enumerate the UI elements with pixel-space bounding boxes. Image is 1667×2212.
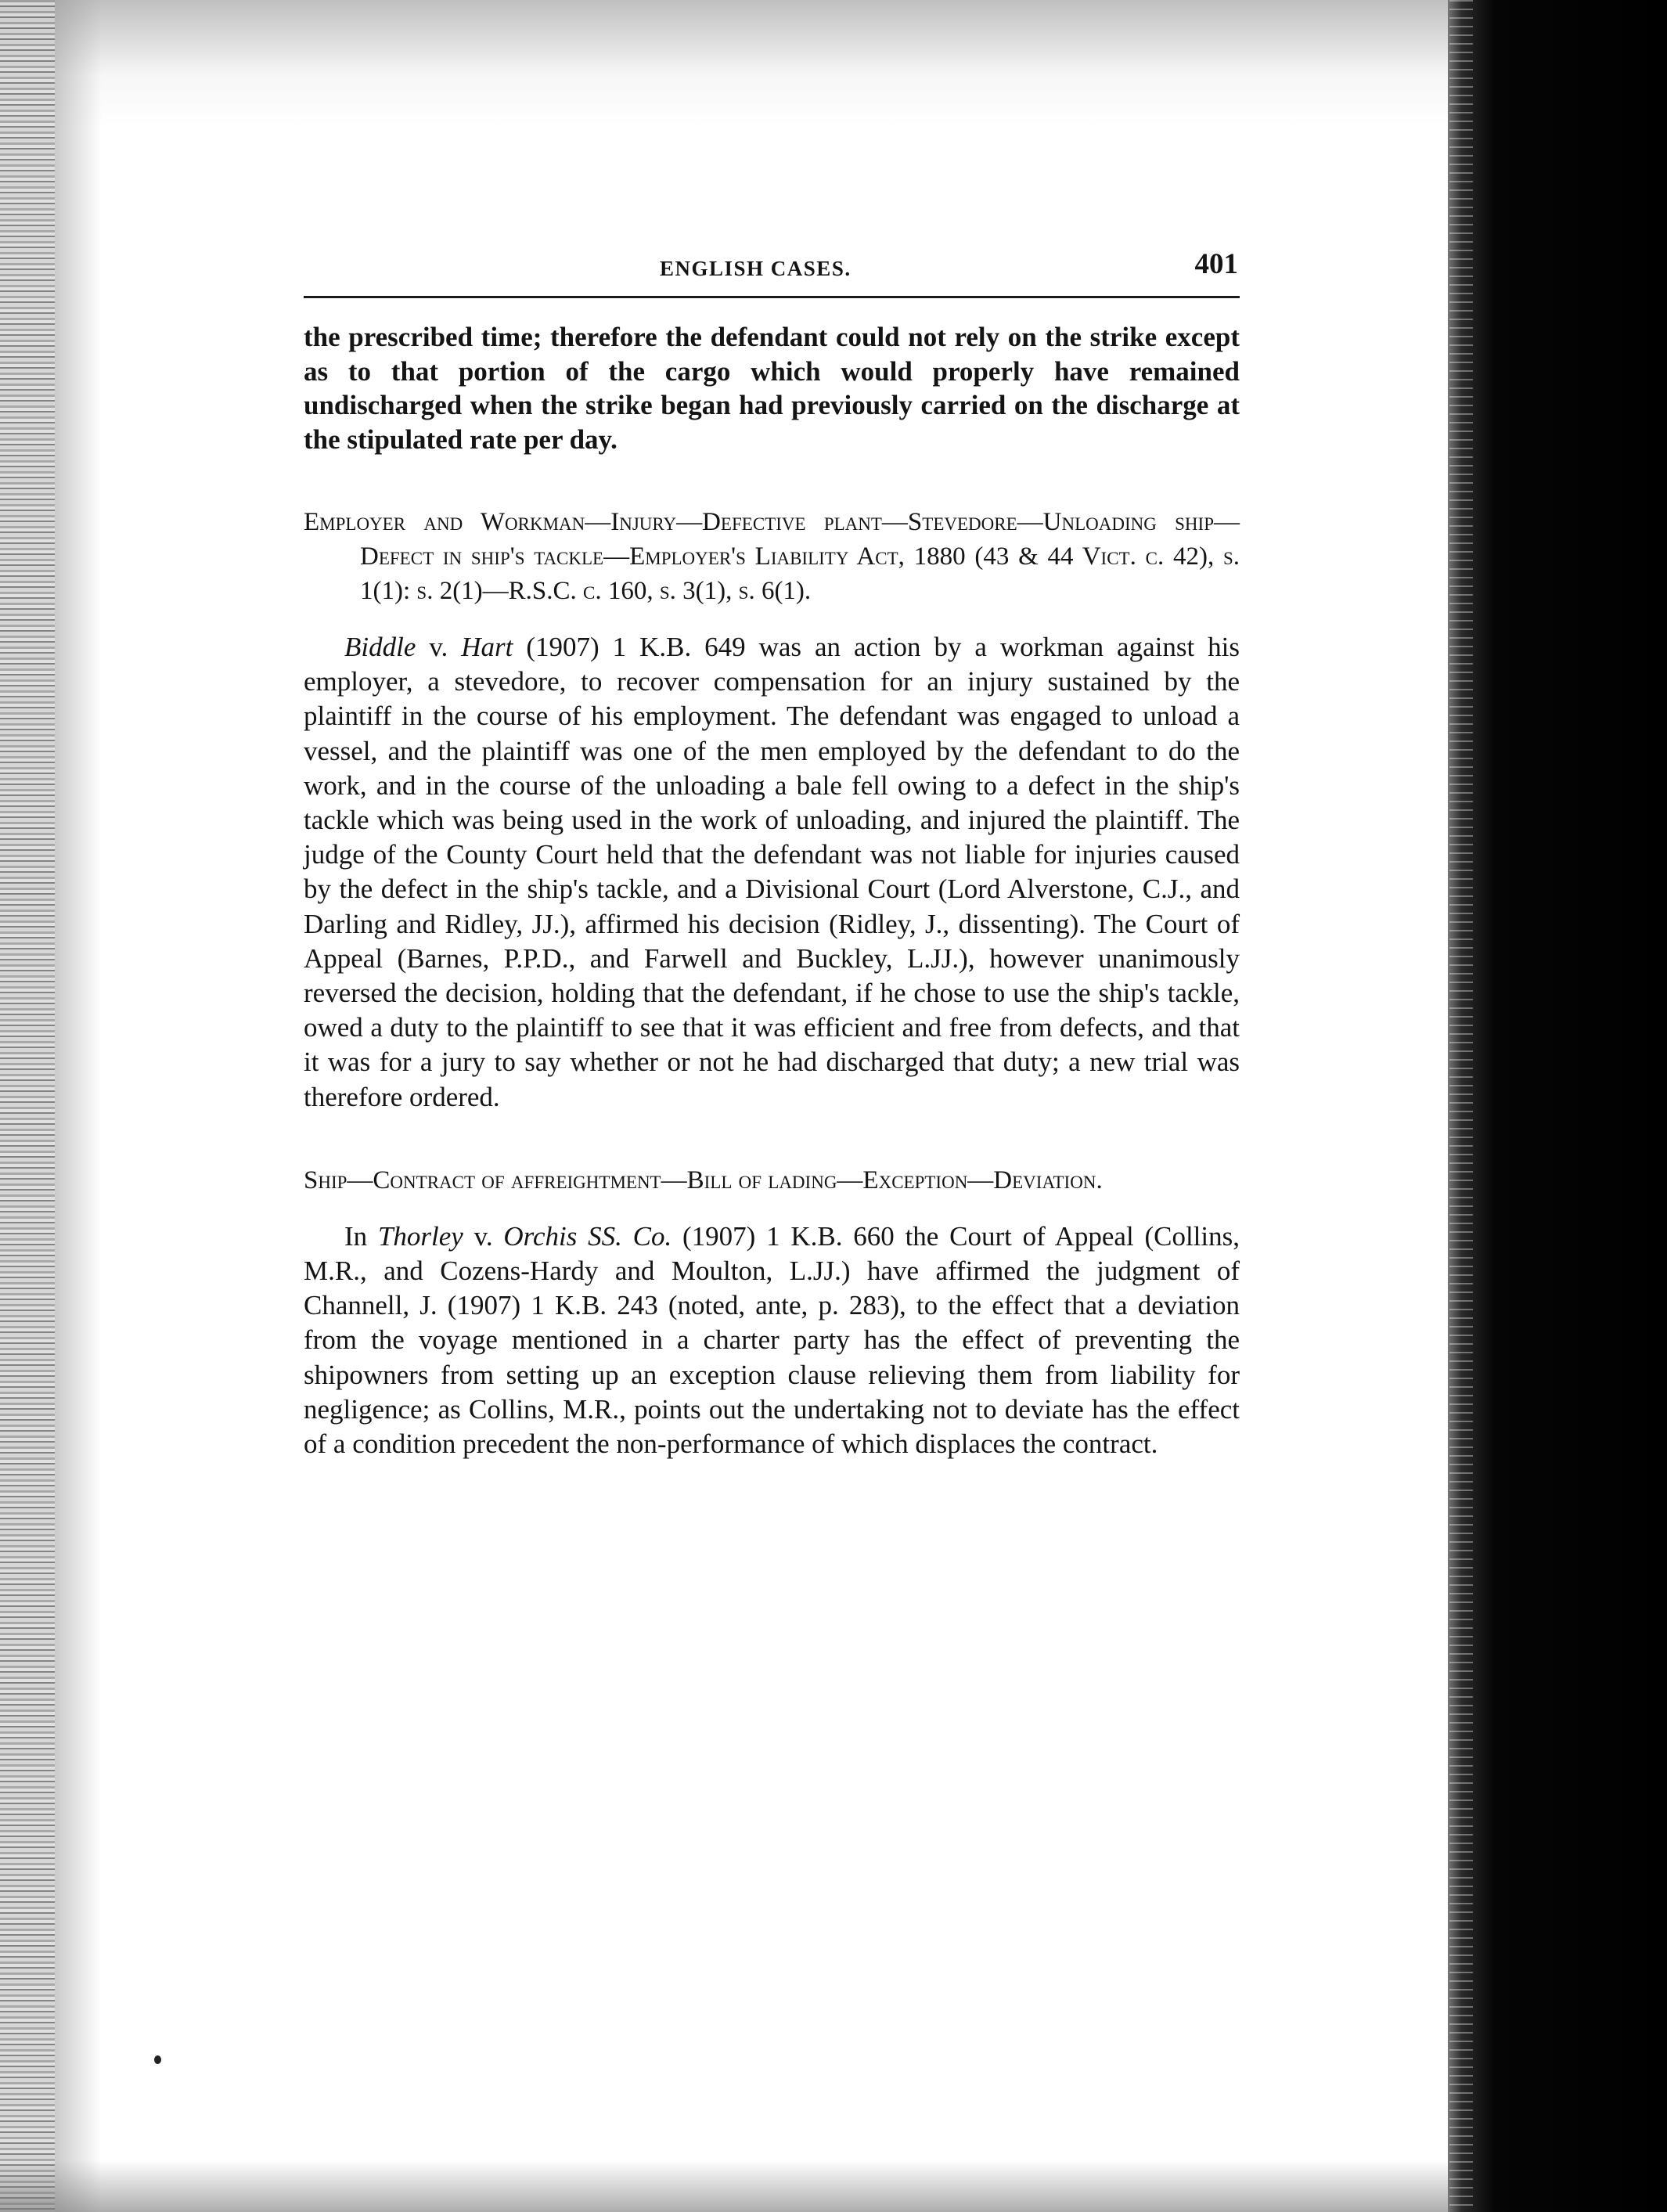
section-heading: Employer and Workman—Injury—Defective plant—Stevedore—Unloading ship—Defect in ship's tackle—Employer's Liability Act, 1880 (43 & 44 Vict. c. 42), s. 1(1): s. 2(1)—R.S.C. c. 160, s. 3(1), s. 6(1). <box>304 508 1240 605</box>
section-heading: Ship—Contract of affreightment—Bill of lading—Exception—Deviation. <box>304 1165 1103 1194</box>
continued-paragraph: the prescribed time; therefore the defendant could not rely on the strike except as to that portion of the cargo which would properly have remained undischarged when the strike began had previously carried on the discharge at the stipulated rate per day. <box>304 322 1240 455</box>
ink-speck <box>154 2055 161 2064</box>
case-party: Hart <box>461 632 513 662</box>
case-party: Biddle <box>344 632 416 662</box>
page-header <box>304 250 1240 298</box>
section-employer-workman <box>304 505 1240 1115</box>
page-content <box>304 250 1240 1461</box>
body-text: In <box>344 1220 378 1252</box>
section-body <box>304 1219 1240 1461</box>
case-party: Orchis SS. Co. <box>503 1220 672 1252</box>
section-body <box>304 630 1240 1115</box>
page-number: 401 <box>1194 248 1238 280</box>
scan-shadow-left <box>0 0 55 2212</box>
case-versus: v. <box>416 632 462 662</box>
running-head: ENGLISH CASES. <box>660 257 852 280</box>
scan-shadow-top <box>0 0 1456 125</box>
scan-shadow-left-gradient <box>55 0 102 2212</box>
section-ship-contract <box>304 1163 1240 1461</box>
scan-dark-margin-right <box>1448 0 1667 2212</box>
scan-speckle-right <box>1449 0 1473 2212</box>
scan-shadow-bottom <box>0 2160 1456 2212</box>
case-party: Thorley <box>377 1220 463 1252</box>
body-text: (1907) 1 K.B. 649 was an action by a workman against his employer, a stevedore, to recover compensation for an injury sustained by the plaintiff in the course of his employment. The defendant was engaged to unload a vessel, and the plaintiff was one of the men employed by the defendant to do the work, and in the course of the unloading a bale fell owing to a defect in the ship's tackle which was being used in the work of unloading, and injured the plaintiff. The judge of the County Court held that the defendant was not liable for injuries caused by the defect in the ship's tackle, and a Divisional Court (Lord Alverstone, C.J., and Darling and Ridley, JJ.), affirmed his decision (Ridley, J., dissenting). The Court of Appeal (Barnes, P.P.D., and Farwell and Buckley, L.JJ.), however unanimously reversed the decision, holding that the defendant, if he chose to use the ship's tackle, owed a duty to the plaintiff to see that it was efficient and free from defects, and that it was for a jury to say whether or not he had discharged that duty; a new trial was therefore ordered. <box>304 632 1240 1112</box>
body-text: (1907) 1 K.B. 660 the Court of Appeal (Collins, M.R., and Cozens-Hardy and Moulton, L.JJ.) have affirmed the judgment of Channell, J. (1907) 1 K.B. 243 (noted, ante, p. 283), to the effect that a deviation from the voyage mentioned in a charter party has the effect of preventing the shipowners from setting up an exception clause relieving them from liability for negligence; as Collins, M.R., points out the undertaking not to deviate has the effect of a condition precedent the non-performance of which displaces the contract. <box>304 1220 1240 1460</box>
case-versus: v. <box>463 1220 504 1252</box>
